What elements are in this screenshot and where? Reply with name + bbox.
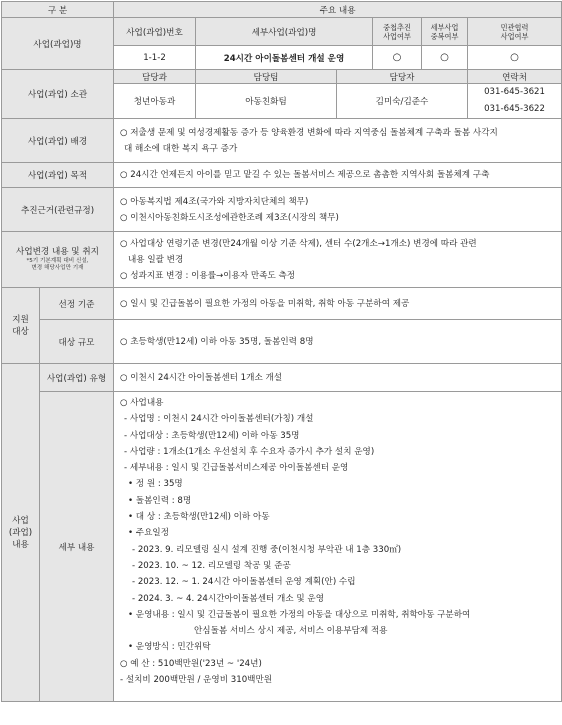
detail-line: • 주요일정 [128, 528, 170, 539]
purpose-label: 사업(과업) 목적 [2, 163, 114, 188]
target-group-label: 지원 대상 [2, 288, 40, 364]
change-label-cell [2, 232, 114, 288]
legal-line-1: ○ 아동복지법 제4조(국가와 지방자치단체의 책무) [120, 196, 309, 207]
detail-line: - 2023. 12. ~ 1. 24시간 아이돌봄센터 운영 계획(안) 수립 [132, 577, 356, 588]
scale-text: ○ 초등학생(만12세) 이하 아동 35명, 돌봄인력 8명 [114, 320, 562, 364]
detail-line: - 설치비 200백만원 / 운영비 310백만원 [120, 675, 273, 686]
sub-project-name-header: 세부사업(과업)명 [196, 18, 373, 46]
overlap-header: 중첩추진 사업여부 [373, 18, 422, 46]
public-private-mark: ○ [468, 46, 562, 70]
header-category: 구 분 [2, 2, 114, 18]
detail-line: • 대 상 : 초등학생(만12세) 이하 아동 [128, 512, 270, 523]
change-note-1: *5기 기본계획 대비 신설, [26, 258, 89, 264]
criteria-text: ○ 일시 및 긴급돌봄이 필요한 가정의 아동을 미취학, 취학 아동 구분하여 제공 [114, 288, 562, 320]
change-line-2: 내용 일괄 변경 [128, 254, 184, 265]
detail-line: • 정 원 : 35명 [128, 479, 183, 490]
type-label: 사업(과업) 유형 [40, 364, 114, 392]
detail-label: 세부 내용 [40, 392, 114, 702]
header-main-content: 주요 내용 [114, 2, 562, 18]
detail-line: - 2023. 10. ~ 12. 리모델링 착공 및 준공 [132, 560, 291, 571]
project-form-table [1, 1, 562, 702]
overlap-mark: ○ [373, 46, 422, 70]
background-line-2: 대 해소에 대한 복지 욕구 증가 [124, 143, 238, 154]
change-line-3: ○ 성과지표 변경 : 이용률→이용자 만족도 측정 [120, 270, 296, 281]
team-value: 아동친화팀 [196, 84, 337, 119]
detail-line: - 사업량 : 1개소(1개소 우선설치 후 수요자 증가시 추가 설치 운영) [124, 446, 375, 457]
legal-basis-text [114, 188, 562, 232]
change-text [114, 232, 562, 288]
phone-1: 031-645-3621 [484, 87, 545, 97]
detail-line: • 돌봄인력 : 8명 [128, 495, 192, 506]
detail-line: 안심돌봄 서비스 상시 제공, 서비스 이용부담제 적용 [194, 626, 388, 637]
contact-value [468, 84, 562, 119]
detail-line: - 2023. 9. 리모델링 실시 설계 진행 중(이천시청 부악관 내 1층 330㎡) [132, 544, 402, 555]
change-note-2: 변경 해당사업만 기재 [31, 265, 84, 271]
project-title: 24시간 아이돌봄센터 개설 운영 [196, 46, 373, 70]
scale-label: 대상 규모 [40, 320, 114, 364]
project-number: 1-1-2 [114, 46, 196, 70]
background-text [114, 119, 562, 163]
project-number-header: 사업(과업)번호 [114, 18, 196, 46]
detail-line: - 세부내용 : 일시 및 긴급돌봄서비스제공 아이돌봄센터 운영 [124, 463, 349, 474]
staff-header: 담당자 [337, 70, 468, 84]
change-line-1: ○ 사업대상 연령기준 변경(만24개월 이상 기준 삭제), 센터 수(2개소→1개소) 변경에 따라 관련 [120, 238, 477, 249]
department-label: 사업(과업) 소관 [2, 70, 114, 119]
criteria-label: 선정 기준 [40, 288, 114, 320]
team-header: 담당팀 [196, 70, 337, 84]
legal-line-2: ○ 이천시아동친화도시조성에관한조례 제3조(시장의 책무) [120, 212, 339, 223]
detail-line: • 운영방식 : 민간위탁 [128, 642, 211, 653]
duplicate-header: 세부사업 중복여부 [422, 18, 468, 46]
phone-2: 031-645-3622 [484, 104, 545, 114]
dept-value: 청년아동과 [114, 84, 196, 119]
detail-line: ○ 예 산 : 510백만원('23년 ~ '24년) [120, 658, 262, 669]
content-group-label: 사업 (과업) 내용 [2, 364, 40, 702]
detail-line: - 2024. 3. ~ 4. 24시간아이돌봄센터 개소 및 운영 [132, 593, 325, 604]
type-text: ○ 이천시 24시간 아이돌봄센터 1개소 개설 [114, 364, 562, 392]
change-label: 사업변경 내용 및 취지 [16, 247, 99, 257]
purpose-text: ○ 24시간 언제든지 아이를 믿고 맡길 수 있는 돌봄서비스 제공으로 촘촘한 지역사회 돌봄체계 구축 [114, 163, 562, 188]
duplicate-mark: ○ [422, 46, 468, 70]
staff-value: 김미숙/김준수 [337, 84, 468, 119]
detail-text [114, 392, 562, 702]
project-name-label: 사업(과업)명 [2, 18, 114, 70]
detail-line: • 운영내용 : 일시 및 긴급돌봄이 필요한 가정의 아동을 대상으로 미취학, 취학아동 구분하여 [128, 609, 471, 620]
detail-line: ○ 사업내용 [120, 398, 164, 408]
background-line-1: ○ 저출생 문제 및 여성경제활동 증가 등 양육환경 변화에 따라 지역중심 돌봄체계 구축과 돌봄 사각지 [120, 127, 498, 138]
detail-lines [120, 395, 561, 688]
legal-basis-label: 추진근거(관련규정) [2, 188, 114, 232]
detail-line: - 사업명 : 이천시 24시간 아이돌봄센터(가칭) 개설 [124, 414, 314, 425]
background-label: 사업(과업) 배경 [2, 119, 114, 163]
public-private-header: 민관협력 사업여부 [468, 18, 562, 46]
contact-header: 연락처 [468, 70, 562, 84]
detail-line: - 사업대상 : 초등학생(만12세) 이하 아동 35명 [124, 430, 300, 441]
dept-header: 담당과 [114, 70, 196, 84]
